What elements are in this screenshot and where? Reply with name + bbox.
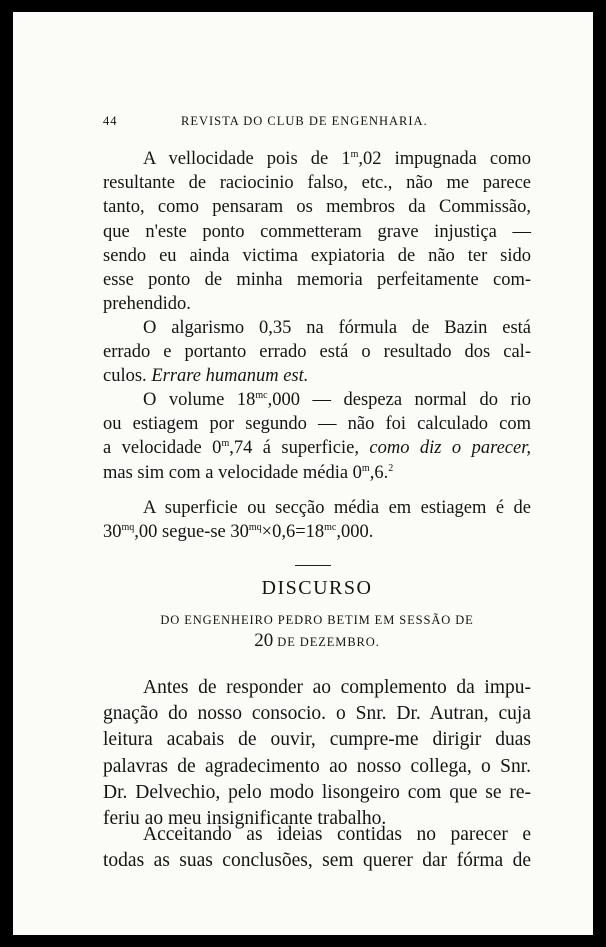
text-line: tanto, como pensaram os membros da Commissão, (103, 197, 531, 218)
text-line: errado e portanto errado está o resultado dos cal- (103, 342, 531, 363)
text-line: gnação do nosso consocio. o Snr. Dr. Autran, cuja (103, 703, 531, 725)
text-line: sendo eu ainda victima expiatoria de não ter sido (103, 245, 531, 266)
text-line: esse ponto de minha memoria perfeitamente com- (103, 270, 531, 291)
date-month: DE DEZEMBRO. (277, 635, 380, 649)
paragraph-superficie (103, 496, 531, 546)
text-line: A velloсidade pois de 1$^m$,02 impugnada como (143, 149, 531, 169)
speech-paragraph-1 (103, 675, 531, 832)
paragraph-algarismo (103, 316, 531, 387)
running-title: REVISTA DO CLUB DE ENGENHARIA. (181, 114, 428, 128)
paragraph-velocidade (103, 147, 531, 317)
book-page (13, 12, 593, 935)
text-line: Acceitando as ideias contidas no parecer e (143, 824, 531, 845)
text-line: que n'este ponto commetteram grave injustiça — (103, 221, 531, 242)
text-line: Antes de responder ao complemento da impu- (143, 677, 531, 698)
section-title: DISCURSO (261, 577, 373, 599)
date-day: 20 (254, 630, 274, 651)
latin-phrase: Errare humanum est. (151, 366, 309, 387)
text-line: leitura acabais de ouvir, cumpre-me dirigir duas (103, 729, 531, 751)
text-line: O algarismo 0,35 na fórmula de Bazin está (143, 318, 531, 338)
section-subtitle: DO ENGENHEIRO PEDRO BETIM EM SESSÃO DE (160, 613, 474, 627)
section-subtitle-date (103, 630, 531, 652)
text-line: feriu ao meu insignificante trabalho. (103, 808, 387, 830)
text-line: todas as suas conclusões, sem querer dar fórma de (103, 850, 531, 872)
page-number: 44 (103, 114, 118, 128)
text-line: a velocidade 0$^m$,74 á superficie, como diz o parecer, (103, 438, 531, 459)
text-line: $30^{mq},00$ segue-se $30^{mq}\times 0,6=18^{mc},000$. (103, 522, 374, 543)
text-line: A superficie ou secção média em estiagem é de (143, 498, 531, 518)
text-line: O volume $18^{mc},000$ — despeza normal do rio (143, 390, 531, 410)
text-line: mas sim com a velocidade média 0$^m$,6.$^2$ (103, 462, 394, 483)
text-line: culos. Errare humanum est. (103, 366, 309, 387)
text-line: ou estiagem por segundo — não foi calculado com (103, 414, 531, 435)
section-divider (295, 565, 331, 566)
running-header (103, 114, 533, 134)
text-line: palavras de agradecimento ao nosso collega, o Snr. (103, 755, 531, 777)
text-line: Dr. Delvechio, pelo modo lisongeiro com que se re- (103, 781, 531, 803)
text-line: resultante de raciocinio falso, etc., não me parece (103, 173, 531, 194)
text-line: prehendido. (103, 294, 191, 315)
paragraph-volume (103, 388, 531, 488)
speech-paragraph-2 (103, 822, 531, 874)
